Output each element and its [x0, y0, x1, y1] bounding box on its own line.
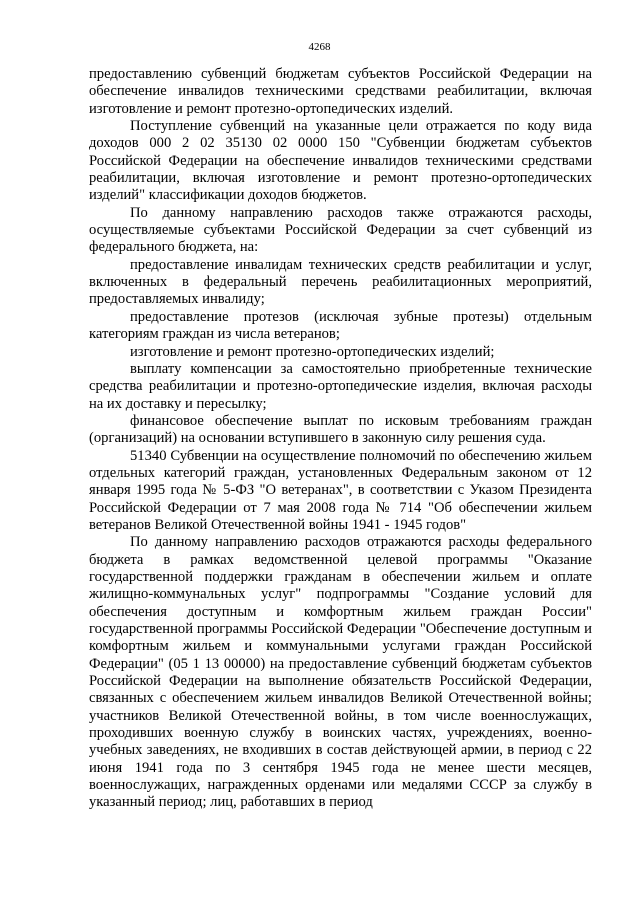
page-number: 4268 — [308, 41, 331, 53]
paragraph-continuation: предоставлению субвенций бюджетам субъектов Российской Федерации на обеспечение инвалидов техническими средствами реабилитации, включая изготовление и ремонт протезно-ортопедических изделий. — [89, 66, 592, 117]
list-item-compensation: выплату компенсации за самостоятельно приобретенные технические средства реабилитации и протезно-ортопедические изделия, включая расходы на их доставку и пересылку; — [89, 360, 592, 412]
document-body — [89, 66, 592, 812]
paragraph-income-code: Поступление субвенций на указанные цели отражается по коду вида доходов 000 2 02 35130 02 0000 150 "Субвенции бюджетам субъектов Российской Федерации на обеспечение инвалидов техническими средствами реабилитации, включая изготовление и ремонт протезно-ортопедических изделий" классификации доходов бюджетов. — [89, 118, 592, 204]
list-item-manufacture-repair: изготовление и ремонт протезно-ортопедических изделий; — [130, 343, 495, 360]
list-item-prostheses: предоставление протезов (исключая зубные протезы) отдельным категориям граждан из числа ветеранов; — [89, 308, 592, 343]
paragraph-expenses-intro: По данному направлению расходов также отражаются расходы, осуществляемые субъектами Российской Федерации за счет субвенций из федерального бюджета, на: — [89, 204, 592, 256]
paragraph-program-description: По данному направлению расходов отражаются расходы федерального бюджета в рамках ведомственной целевой программы "Оказание государственной поддержки гражданам в обеспечении жильем и оплате жилищно-коммунальных услуг" подпрограммы "Создание условий для обеспечения доступным и комфортным жильем граждан России" государственной программы Российской Федерации "Обеспечение доступным и комфортным жильем и коммунальными услугами граждан Российской Федерации" (05 1 13 00000) на предоставление субвенций бюджетам субъектов Российской Федерации на выполнение обязательств Российской Федерации, связанных с обеспечением жильем инвалидов Великой Отечественной войны; участников Великой Отечественной войны, в том числе военнослужащих, проходивших военную службу в воинских частях, учреждениях, военно-учебных заведениях, не входивших в состав действующей армии, в период с 22 июня 1941 года по 3 сентября 1945 года не менее шести месяцев, военнослужащих, награжденных орденами или медалями СССР за службу в указанный период; лиц, работавших в период — [89, 534, 592, 811]
paragraph-code-51340: 51340 Субвенции на осуществление полномочий по обеспечению жильем отдельных категорий граждан, установленных Федеральным законом от 12 января 1995 года № 5-ФЗ "О ветеранах", в соответствии с Указом Президента Российской Федерации от 7 мая 2008 года № 714 "Об обеспечении жильем ветеранов Великой Отечественной войны 1941 - 1945 годов" — [89, 447, 592, 533]
list-item-rehab-means: предоставление инвалидам технических средств реабилитации и услуг, включенных в федеральный перечень реабилитационных мероприятий, предоставляемых инвалиду; — [89, 256, 592, 308]
list-item-court-claims: финансовое обеспечение выплат по исковым требованиям граждан (организаций) на основании вступившего в законную силу решения суда. — [89, 412, 592, 447]
